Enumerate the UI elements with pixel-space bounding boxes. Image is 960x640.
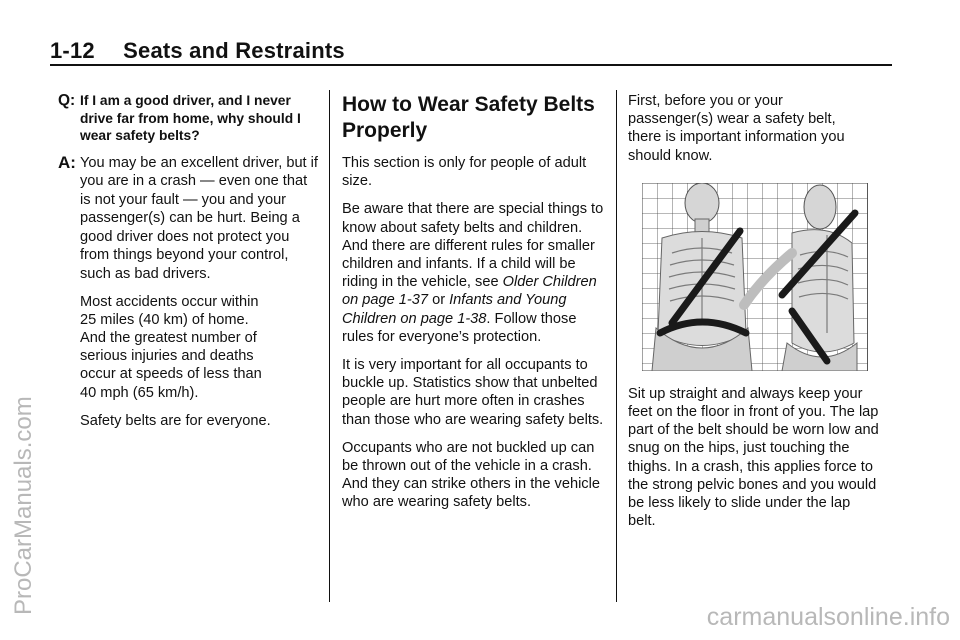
children-text-or: or <box>428 292 450 309</box>
right-column <box>628 92 886 540</box>
answer-block <box>58 154 320 284</box>
intro-paragraph: First, before you or your passenger(s) wear a safety belt, there is important information you should know. <box>628 93 845 164</box>
older-children-link[interactable]: Older Children on page 1-37 <box>342 274 597 309</box>
q-label: Q: <box>58 92 76 109</box>
page-header <box>50 38 345 64</box>
column-divider-right <box>616 90 617 602</box>
infants-link[interactable]: Infants and Young Children on page 1-38 <box>342 292 567 327</box>
question-text: If I am a good driver, and I never drive far from home, why should I wear safety belts? <box>80 93 301 143</box>
everyone-paragraph: Safety belts are for everyone. <box>80 412 271 429</box>
statistics-paragraph: It is very important for all occupants to buckle up. Statistics show that unbelted people are hurt more often in crashes than those who are wearing safety belts. <box>342 357 604 428</box>
chapter-title: Seats and Restraints <box>123 38 345 63</box>
sit-straight-paragraph: Sit up straight and always keep your feet on the floor in front of you. The lap part of the belt should be worn low and snug on the hips, just touching the thighs. In a crash, this applies force to the strong pelvic bones and you would be less likely to slide under the lap belt. <box>628 385 879 530</box>
column-divider-left <box>329 90 330 602</box>
left-column <box>58 92 320 440</box>
children-text-end: . Follow those rules for everyone’s protection. <box>342 310 577 345</box>
adult-size-paragraph: This section is only for people of adult size. <box>342 155 587 190</box>
thrown-out-paragraph: Occupants who are not buckled up can be thrown out of the vehicle in a crash. And they can strike others in the vehicle who are wearing safety belts. <box>342 439 600 511</box>
answer-text: You may be an excellent driver, but if you are in a crash — even one that is not your fault — you and your passenger(s) can be hurt. Being a good driver does not protect you from things beyond your control, such as bad drivers. <box>80 154 318 283</box>
accidents-paragraph: Most accidents occur within 25 miles (40 km) of home. And the greatest number of serious injuries and deaths occur at speeds of less than 40 mph (65 km/h). <box>80 293 262 401</box>
bottom-watermark: carmanualsonline.info <box>706 603 950 631</box>
children-text-start: Be aware that there are special things to know about safety belts and children. And there are different rules for smaller children and infants. If a child will be riding in the vehicle, see <box>342 201 604 291</box>
page-number: 1-12 <box>50 38 95 63</box>
a-label: A: <box>58 152 76 172</box>
header-rule <box>50 64 892 66</box>
question-block <box>58 92 320 145</box>
middle-column <box>342 92 607 522</box>
side-watermark: ProCarManuals.com <box>10 396 37 615</box>
safety-belt-illustration <box>642 183 868 371</box>
children-paragraph <box>342 200 607 346</box>
section-heading: How to Wear Safety Belts Properly <box>342 93 595 142</box>
